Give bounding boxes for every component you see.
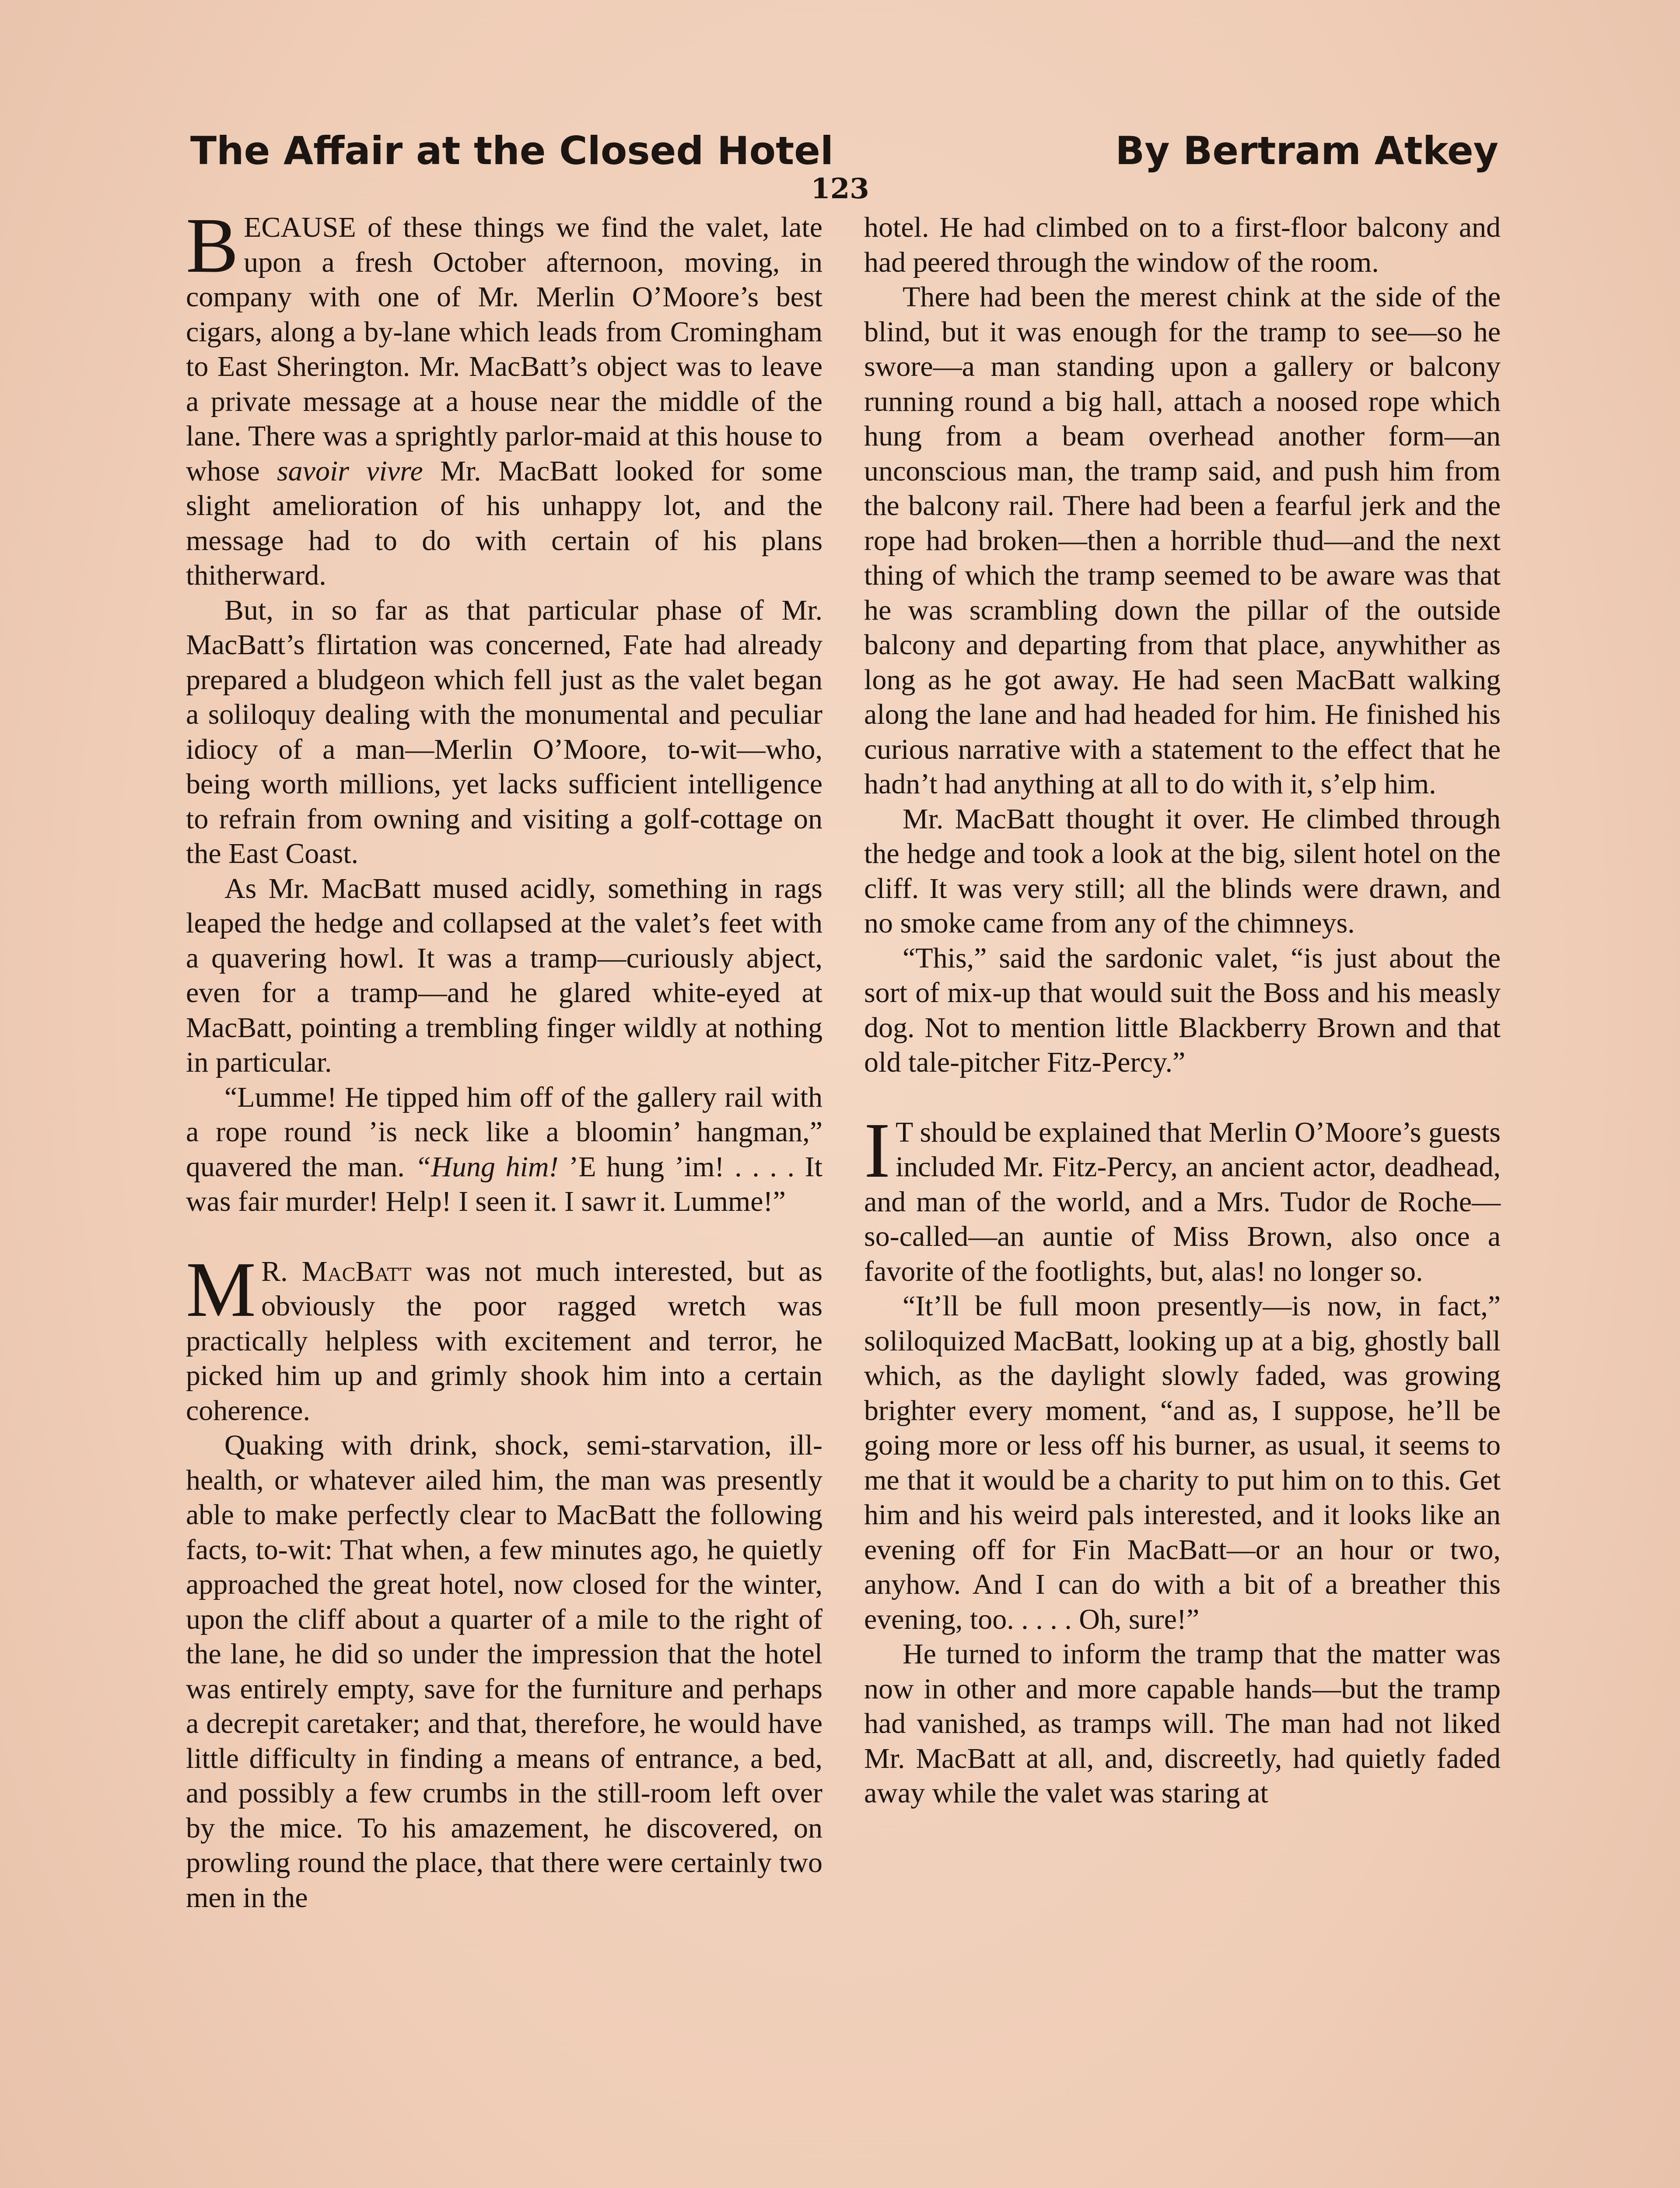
paragraph: “Lumme! He tipped him off of the gallery rail with a rope round ’is neck like a bloomin’ hangman,” quavered the man. “Hung him! ’E hung ’im! . . . . It was fair murder! Help! I seen it. I sawr it. Lumme!” <box>186 1081 822 1217</box>
right-column <box>864 210 1501 1811</box>
drop-cap: B <box>186 202 239 289</box>
paragraph-section-start: I T should be explained that Merlin O’Moore’s guests included Mr. Fitz-Percy, an ancient actor, deadhead, and man of the world, and a Mrs. Tudor de Roche—so-called—an auntie of Miss Brown, also once a favorite of the footlights, but, alas! no longer so. <box>864 1106 1501 1287</box>
lead-word: R. MacBatt <box>261 1255 412 1287</box>
paragraph: Mr. MacBatt thought it over. He climbed through the hedge and took a look at the big, silent hotel on the cliff. It was very still; all the blinds were drawn, and no smoke came from any of the chimneys. <box>864 803 1501 939</box>
italic-phrase: “Hung him! <box>415 1150 559 1183</box>
left-column <box>186 202 823 1915</box>
paragraph: Quaking with drink, shock, semi-starvation, ill-health, or whatever ailed him, the man was presently able to make perfectly clear to MacBatt the following facts, to-wit: That when, a few minutes ago, he quietly approached the great hotel, now closed for the winter, upon the cliff about a quarter of a mile to the right of the lane, he did so under the impression that the hotel was entirely empty, save for the furniture and perhaps a decrepit caretaker; and that, therefore, he would have little difficulty in finding a means of entrance, a bed, and possibly a few crumbs in the still-room left over by the mice. To his amazement, he discovered, on prowling round the place, that there were certainly two men in the <box>186 1429 822 1914</box>
paragraph: As Mr. MacBatt mused acidly, something in rags leaped the hedge and collapsed at the valet’s feet with a quavering howl. It was a tramp—curiously abject, even for a tramp—and he glared white-eyed at MacBatt, pointing a trembling finger wildly at nothing in particular. <box>186 872 822 1078</box>
paragraph: But, in so far as that particular phase of Mr. MacBatt’s flirtation was concerned, Fate had already prepared a bludgeon which fell just as the valet began a soliloquy dealing with the monumental and peculiar idiocy of a man—Merlin O’Moore, to-wit—who, being worth millions, yet lacks sufficient intelligence to refrain from owning and visiting a golf-cottage on the East Coast. <box>186 594 822 870</box>
paragraph-section-start: M R. MacBatt was not much interested, but as obviously the poor ragged wretch was practically helpless with excitement and terror, he picked him up and grimly shook him into a certain coherence. <box>186 1245 823 1427</box>
italic-phrase: savoir vivre <box>276 455 423 487</box>
paragraph: BECAUSE of these things we find the valet, late upon a fresh October afternoon, moving, in company with one of Mr. Merlin O’Moore’s best cigars, along a by-lane which leads from Cromingham to East Sherington. Mr. MacBatt’s object was to leave a private message at a house near the middle of the lane. There was a sprightly parlor-maid at this house to whose savoir vivre Mr. MacBatt looked for some slight amelioration of his unhappy lot, and the message had to do with certain of his plans thitherward. <box>186 202 822 591</box>
page-number: 123 <box>811 172 869 205</box>
drop-cap: I <box>864 1106 890 1194</box>
author-byline: By Bertram Atkey <box>1115 128 1498 173</box>
lead-word: ECAUSE <box>244 211 356 243</box>
drop-cap: M <box>186 1245 256 1333</box>
paragraph: hotel. He had climbed on to a first-floor balcony and had peered through the window of the room. <box>864 211 1501 278</box>
story-title: The Affair at the Closed Hotel <box>190 128 834 173</box>
paragraph: “It’ll be full moon presently—is now, in fact,” soliloquized MacBatt, looking up at a big, ghostly ball which, as the daylight slowly faded, was growing brighter every moment, “and as, I suppose, he’ll be going more or less off his burner, as usual, it seems to me that it would be a charity to put him on to this. Get him and his weird pals interested, and it looks like an evening off for Fin MacBatt—or an hour or two, anyhow. And I can do with a bit of a breather this evening, too. . . . . Oh, sure!” <box>864 1290 1501 1635</box>
paragraph: “This,” said the sardonic valet, “is just about the sort of mix-up that would suit the Boss and his measly dog. Not to mention little Blackberry Brown and that old tale-pitcher Fitz-Percy.” <box>864 942 1501 1078</box>
paragraph: He turned to inform the tramp that the matter was now in other and more capable hands—but the tramp had vanished, as tramps will. The man had not liked Mr. MacBatt at all, and, discreetly, had quietly faded away while the valet was staring at <box>864 1638 1501 1809</box>
paragraph: There had been the merest chink at the side of the blind, but it was enough for the tramp to see—so he swore—a man standing upon a gallery or balcony running round a big hall, attach a noosed rope which hung from a beam overhead another form—an unconscious man, the tramp said, and push him from the balcony rail. There had been a fearful jerk and the rope had broken—then a horrible thud—and the next thing of which the tramp seemed to be aware was that he was scrambling down the pillar of the outside balcony and departing from that place, anywhither as long as he got away. He had seen MacBatt walking along the lane and had headed for him. He finished his curious narrative with a statement to the effect that he hadn’t had anything at all to do with it, s’elp him. <box>864 281 1501 800</box>
